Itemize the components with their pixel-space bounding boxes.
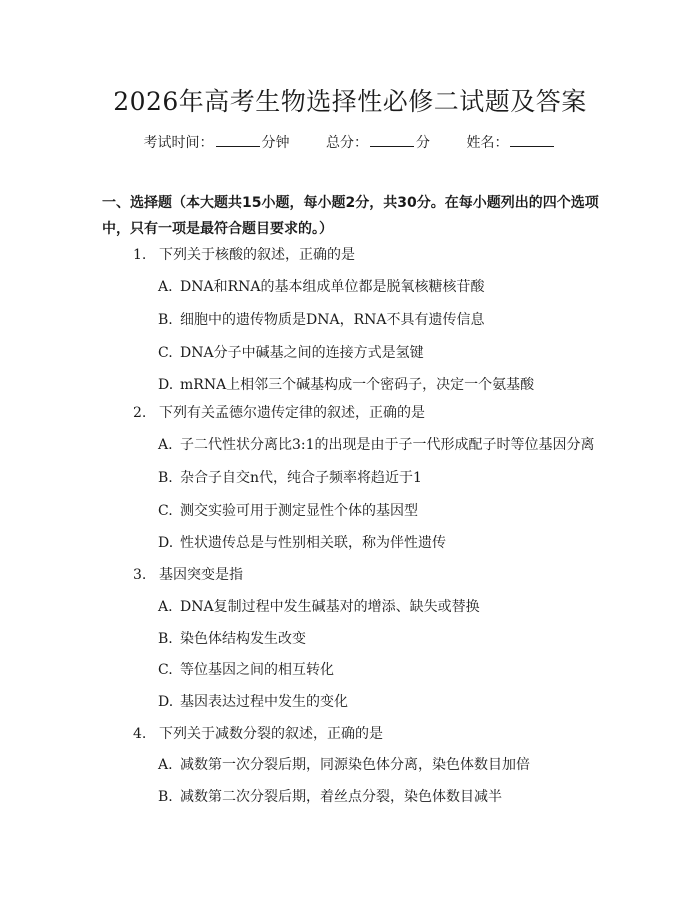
question-1-number: 1.	[133, 247, 147, 263]
question-3-option-d[interactable]	[158, 691, 348, 711]
exam-meta-row	[0, 132, 700, 152]
option-text: 减数第一次分裂后期，同源染色体分离，染色体数目加倍	[180, 757, 530, 773]
student-name-label: 姓名：	[466, 135, 509, 151]
question-1-option-b[interactable]	[158, 309, 485, 329]
option-key: B.	[158, 312, 173, 328]
total-score-label: 总分：	[326, 135, 368, 151]
option-key: C.	[158, 345, 173, 361]
exam-time-unit: 分钟	[261, 135, 290, 151]
total-score-blank[interactable]	[370, 134, 414, 147]
option-text: 等位基因之间的相互转化	[180, 662, 334, 678]
option-key: D.	[158, 535, 174, 551]
option-text: DNA和RNA的基本组成单位都是脱氧核糖核苷酸	[180, 279, 485, 295]
option-key: A.	[158, 599, 173, 615]
total-score-field	[326, 135, 434, 151]
question-4-text: 下列关于减数分裂的叙述，正确的是	[159, 726, 383, 742]
student-name-blank[interactable]	[510, 134, 554, 147]
option-key: C.	[158, 662, 173, 678]
option-key: D.	[158, 694, 174, 710]
question-4-number: 4.	[133, 726, 147, 742]
question-4-stem	[133, 723, 383, 743]
question-4-option-b[interactable]	[158, 786, 502, 806]
option-key: A.	[158, 437, 173, 453]
question-3-option-a[interactable]	[158, 596, 480, 616]
question-2-option-a[interactable]	[158, 434, 595, 454]
question-2-option-b[interactable]	[158, 467, 422, 487]
question-2-option-d[interactable]	[158, 532, 446, 552]
option-key: A.	[158, 279, 173, 295]
question-1-stem	[133, 244, 355, 264]
option-key: C.	[158, 503, 173, 519]
option-text: 测交实验可用于测定显性个体的基因型	[180, 503, 418, 519]
question-3-text: 基因突变是指	[159, 567, 243, 583]
student-name-field	[466, 135, 556, 151]
question-3-stem	[133, 564, 243, 584]
option-text: 子二代性状分离比3:1的出现是由于子一代形成配子时等位基因分离	[180, 437, 595, 453]
option-key: B.	[158, 470, 173, 486]
option-text: DNA复制过程中发生碱基对的增添、缺失或替换	[180, 599, 480, 615]
exam-time-field	[144, 135, 294, 151]
question-2-stem	[133, 402, 425, 422]
option-text: 基因表达过程中发生的变化	[180, 694, 348, 710]
question-2-number: 2.	[133, 405, 147, 421]
question-2-option-c[interactable]	[158, 500, 418, 520]
exam-time-label: 考试时间：	[143, 135, 214, 151]
question-1-option-c[interactable]	[158, 342, 424, 362]
option-key: B.	[158, 789, 173, 805]
page-title: 2026年高考生物选择性必修二试题及答案	[113, 87, 587, 116]
question-2-text: 下列有关孟德尔遗传定律的叙述，正确的是	[159, 405, 425, 421]
question-3-option-b[interactable]	[158, 628, 306, 648]
option-text: 杂合子自交n代，纯合子频率将趋近于1	[180, 470, 422, 486]
option-text: mRNA上相邻三个碱基构成一个密码子，决定一个氨基酸	[180, 377, 535, 393]
exam-time-blank[interactable]	[216, 134, 260, 147]
option-text: 染色体结构发生改变	[180, 631, 306, 647]
option-text: 减数第二次分裂后期，着丝点分裂，染色体数目减半	[180, 789, 502, 805]
option-text: DNA分子中碱基之间的连接方式是氢键	[180, 345, 424, 361]
question-3-option-c[interactable]	[158, 659, 334, 679]
option-text: 细胞中的遗传物质是DNA，RNA不具有遗传信息	[180, 312, 485, 328]
question-1-option-a[interactable]	[158, 276, 485, 296]
option-text: 性状遗传总是与性别相关联，称为伴性遗传	[180, 535, 446, 551]
option-key: D.	[158, 377, 174, 393]
question-4-option-a[interactable]	[158, 754, 530, 774]
total-score-unit: 分	[416, 135, 430, 151]
section-heading: 一、选择题（本大题共15小题，每小题2分，共30分。在每小题列出的四个选项中，只有一项是最符合题目要求的。）	[102, 195, 599, 237]
question-1-text: 下列关于核酸的叙述，正确的是	[159, 247, 355, 263]
option-key: B.	[158, 631, 173, 647]
question-1-option-d[interactable]	[158, 374, 534, 394]
option-key: A.	[158, 757, 173, 773]
question-3-number: 3.	[133, 567, 147, 583]
